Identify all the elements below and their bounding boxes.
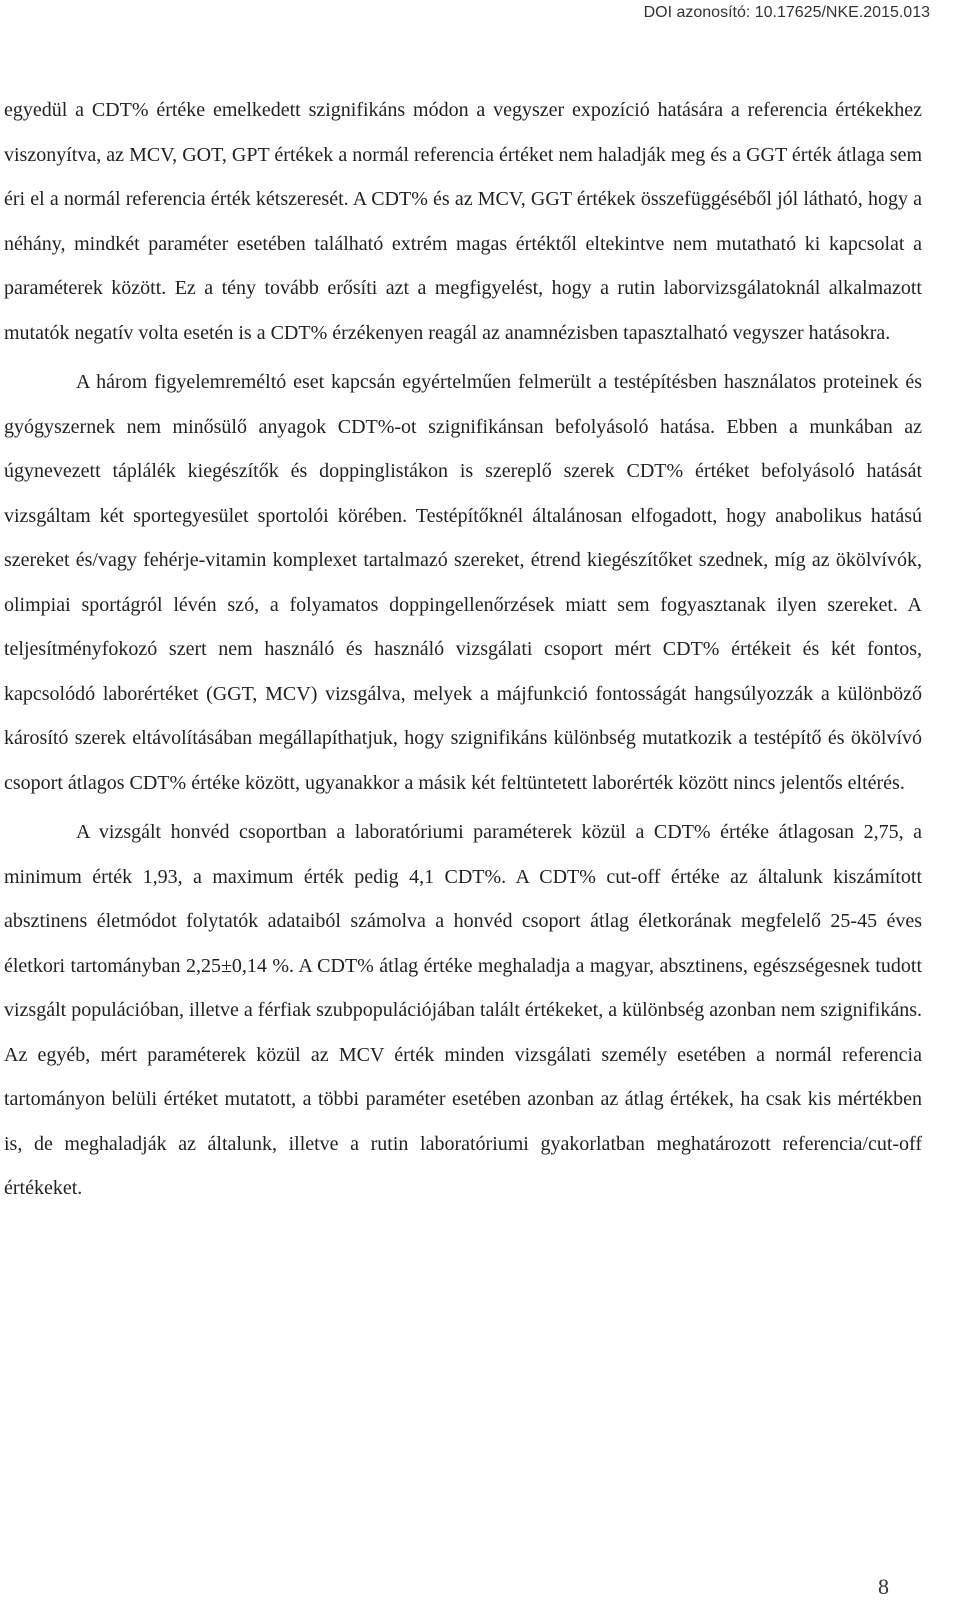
page-number: 8 [878, 1574, 889, 1599]
paragraph-2: A három figyelemreméltó eset kapcsán egyértelműen felmerült a testépítésben használatos proteinek és gyógyszernek nem minősülő anyagok CDT%-ot szignifikánsan befolyásoló hatása. Ebben a munkában az úgynevezett táplálék kiegészítők és doppinglistákon is szereplő szerek CDT% értéket befolyásoló hatását vizsgáltam két sportegyesület sportolói körében. Testépítőknél általánosan elfogadott, hogy anabolikus hatású szereket és/vagy fehérje-vitamin komplexet tartalmazó szereket, étrend kiegészítőket szednek, míg az ökölvívók, olimpiai sportágról lévén szó, a folyamatos doppingellenőrzések miatt sem fogyasztanak ilyen szereket. A teljesítményfokozó szert nem használó és használó vizsgálati csoport mért CDT% értékeit és két fontos, kapcsolódó laborértéket (GGT, MCV) vizsgálva, melyek a májfunkció fontosságát hangsúlyozzák a különböző károsító szerek eltávolításában megállapíthatjuk, hogy szignifikáns különbség mutatkozik a testépítő és ökölvívó csoport átlagos CDT% értéke között, ugyanakkor a másik két feltüntetett laborérték között nincs jelentős eltérés. [4, 371, 922, 794]
paragraph-3: A vizsgált honvéd csoportban a laboratóriumi paraméterek közül a CDT% értéke átlagosan 2,75, a minimum érték 1,93, a maximum érték pedig 4,1 CDT%. A CDT% cut-off értéke az általunk kiszámított absztinens életmódot folytatók adataiból számolva a honvéd csoport átlag életkorának megfelelő 25-45 éves életkori tartományban 2,25±0,14 %. A CDT% átlag értéke meghaladja a magyar, absztinens, egészségesnek tudott vizsgált populációban, illetve a férfiak szubpopulációjában talált értékeket, a különbség azonban nem szignifikáns. Az egyéb, mért paraméterek közül az MCV érték minden vizsgálati személy esetében a normál referencia tartományon belüli értéket mutatott, a többi paraméter esetében azonban az átlag értékek, ha csak kis mértékben is, de meghaladják az általunk, illetve a rutin laboratóriumi gyakorlatban meghatározott referencia/cut-off értékeket. [4, 821, 923, 1199]
doi-header: DOI azonosító: 10.17625/NKE.2015.013 [643, 4, 930, 21]
paragraph-1: egyedül a CDT% értéke emelkedett szignifikáns módon a vegyszer expozíció hatására a referencia értékekhez viszonyítva, az MCV, GOT, GPT értékek a normál referencia értéket nem haladják meg és a GGT érték átlaga sem éri el a normál referencia érték kétszeresét. A CDT% és az MCV, GGT értékek összefüggéséből jól látható, hogy a néhány, mindkét paraméter esetében található extrém magas értéktől eltekintve nem mutatható ki kapcsolat a paraméterek között. Ez a tény tovább erősíti azt a megfigyelést, hogy a rutin laborvizsgálatoknál alkalmazott mutatók negatív volta esetén is a CDT% érzékenyen reagál az anamnézisben tapasztalható vegyszer hatásokra. [4, 99, 922, 344]
document-body [4, 88, 922, 1211]
